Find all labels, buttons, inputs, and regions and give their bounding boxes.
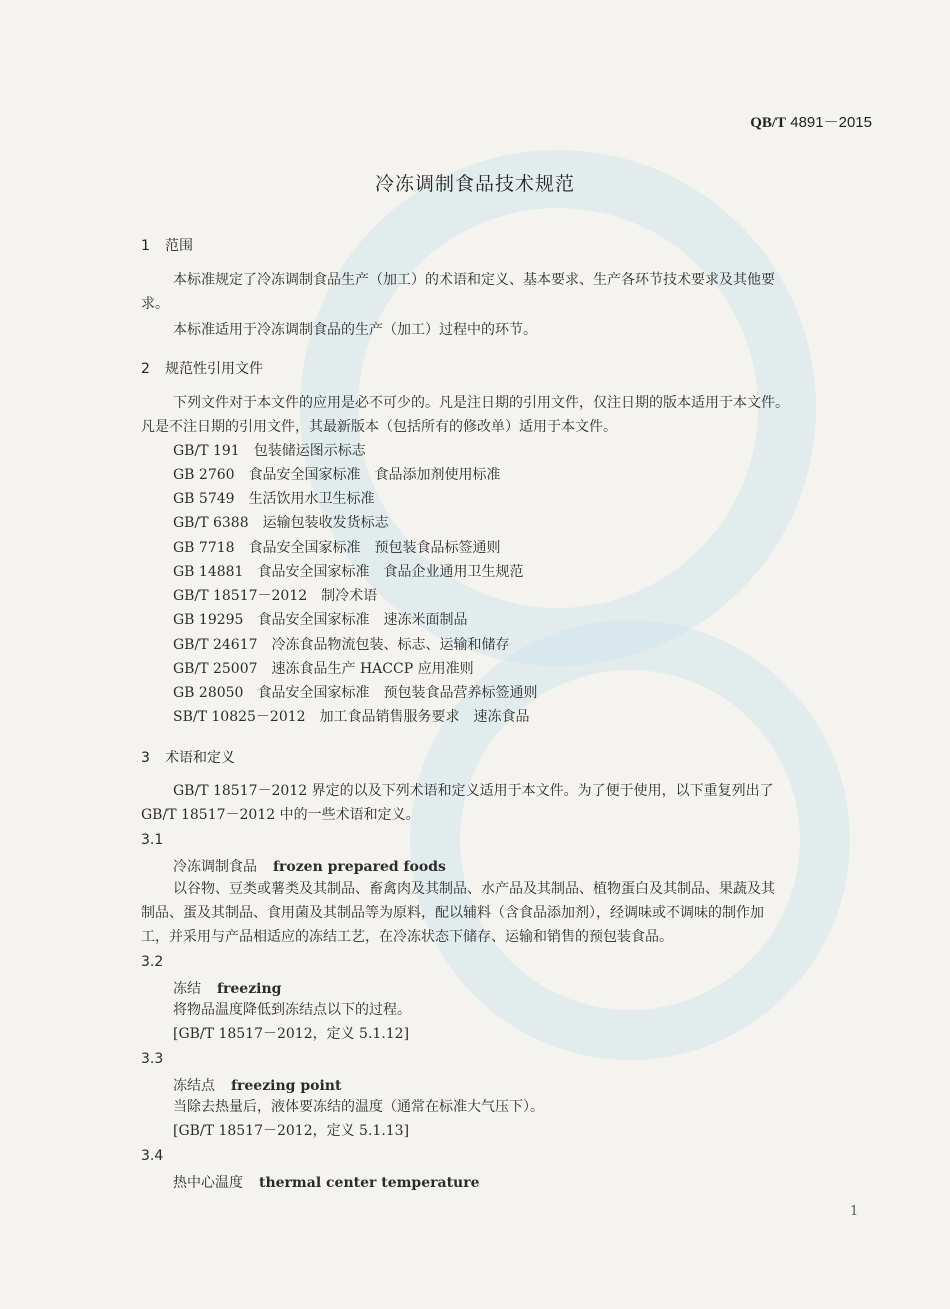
ref-name: 制冷术语 bbox=[321, 588, 378, 604]
term-zh: 冻结 bbox=[173, 981, 201, 997]
scope-paragraph-2 bbox=[141, 318, 876, 342]
section-number: 3 bbox=[141, 750, 150, 766]
standard-code-prefix: QB/T bbox=[750, 115, 787, 131]
term-source: [GB/T 18517－2012，定义 5.1.13] bbox=[173, 1123, 410, 1139]
text-line: 制品、蛋及其制品、食用菌及其制品等为原料，配以辅料（含食品添加剂），经调味或不调味的制作加 bbox=[141, 905, 764, 921]
ref-item bbox=[173, 706, 530, 728]
document-title: 冷冻调制食品技术规范 bbox=[374, 173, 575, 195]
ref-name: 加工食品销售服务要求 速冻食品 bbox=[319, 709, 530, 725]
section-3-heading bbox=[141, 747, 235, 767]
term-definition bbox=[141, 877, 876, 949]
term-number: 3.2 bbox=[141, 954, 164, 970]
section-1-heading bbox=[141, 235, 193, 255]
ref-name: 冷冻食品物流包装、标志、运输和储存 bbox=[271, 637, 510, 653]
term-zh: 冷冻调制食品 bbox=[173, 859, 257, 875]
term-en: freezing point bbox=[231, 1078, 342, 1094]
term-zh: 热中心温度 bbox=[173, 1175, 243, 1191]
ref-item bbox=[173, 682, 537, 704]
text-line: GB/T 18517－2012 界定的以及下列术语和定义适用于本文件。为了便于使用，以下重复列出了 bbox=[173, 783, 774, 799]
text-line: 工，并采用与产品相适应的冻结工艺，在冷冻状态下储存、运输和销售的预包装食品。 bbox=[141, 929, 673, 945]
section-title: 术语和定义 bbox=[165, 750, 235, 766]
text-line: 以谷物、豆类或薯类及其制品、畜禽肉及其制品、水产品及其制品、植物蛋白及其制品、果蔬及其 bbox=[173, 881, 775, 897]
ref-item bbox=[173, 658, 474, 680]
term-heading bbox=[173, 978, 281, 998]
term-zh: 冻结点 bbox=[173, 1078, 215, 1094]
ref-name: 运输包装收发货标志 bbox=[262, 515, 389, 531]
ref-code: GB 2760 bbox=[173, 467, 235, 483]
term-en: thermal center temperature bbox=[259, 1175, 480, 1191]
ref-name: 食品安全国家标准 食品企业通用卫生规范 bbox=[257, 564, 524, 580]
section-number: 2 bbox=[141, 361, 150, 377]
ref-item bbox=[173, 488, 375, 510]
term-number: 3.4 bbox=[141, 1148, 164, 1164]
ref-name: 食品安全国家标准 速冻米面制品 bbox=[257, 612, 468, 628]
ref-code: GB 14881 bbox=[173, 564, 244, 580]
ref-item bbox=[173, 512, 389, 534]
text-line: GB/T 18517－2012 中的一些术语和定义。 bbox=[141, 807, 420, 823]
ref-item bbox=[173, 440, 366, 462]
term-source: [GB/T 18517－2012，定义 5.1.12] bbox=[173, 1026, 410, 1042]
standard-code bbox=[750, 111, 872, 132]
scope-paragraph-1 bbox=[141, 268, 876, 316]
ref-name: 食品安全国家标准 预包装食品标签通则 bbox=[248, 540, 501, 556]
section-title: 范围 bbox=[165, 238, 193, 254]
ref-item bbox=[173, 634, 510, 656]
text-line: 本标准规定了冷冻调制食品生产（加工）的术语和定义、基本要求、生产各环节技术要求及其他要 bbox=[173, 272, 775, 288]
ref-name: 食品安全国家标准 预包装食品营养标签通则 bbox=[257, 685, 538, 701]
term-heading bbox=[173, 856, 446, 876]
ref-code: GB/T 24617 bbox=[173, 637, 258, 653]
ref-item bbox=[173, 585, 377, 607]
ref-code: GB/T 6388 bbox=[173, 515, 249, 531]
ref-item bbox=[173, 464, 501, 486]
section-number: 1 bbox=[141, 238, 150, 254]
ref-item bbox=[173, 561, 523, 583]
ref-name: 包装储运图示标志 bbox=[253, 443, 366, 459]
text-line: 本标准适用于冷冻调制食品的生产（加工）过程中的环节。 bbox=[173, 322, 537, 338]
ref-code: GB/T 18517－2012 bbox=[173, 588, 308, 604]
term-heading bbox=[173, 1075, 341, 1095]
ref-code: GB 19295 bbox=[173, 612, 244, 628]
ref-code: GB 28050 bbox=[173, 685, 244, 701]
term-number: 3.1 bbox=[141, 832, 164, 848]
ref-code: GB 5749 bbox=[173, 491, 235, 507]
terms-intro-paragraph bbox=[141, 779, 876, 827]
term-en: freezing bbox=[217, 981, 282, 997]
ref-item bbox=[173, 537, 501, 559]
page-number: 1 bbox=[850, 1204, 859, 1219]
ref-code: SB/T 10825－2012 bbox=[173, 709, 306, 725]
term-en: frozen prepared foods bbox=[273, 859, 446, 875]
text-line: 下列文件对于本文件的应用是必不可少的。凡是注日期的引用文件，仅注日期的版本适用于本文件。 bbox=[173, 395, 789, 411]
section-2-heading bbox=[141, 358, 263, 378]
ref-code: GB 7718 bbox=[173, 540, 235, 556]
standard-code-number: 4891－2015 bbox=[790, 114, 872, 131]
ref-item bbox=[173, 609, 467, 631]
ref-name: 食品安全国家标准 食品添加剂使用标准 bbox=[248, 467, 501, 483]
refs-intro-paragraph bbox=[141, 391, 876, 439]
term-definition: 将物品温度降低到冻结点以下的过程。 bbox=[173, 1002, 411, 1018]
ref-name: 速冻食品生产 HACCP 应用准则 bbox=[271, 661, 474, 677]
section-title: 规范性引用文件 bbox=[165, 361, 263, 377]
ref-code: GB/T 191 bbox=[173, 443, 240, 459]
text-line: 求。 bbox=[141, 296, 169, 312]
ref-name: 生活饮用水卫生标准 bbox=[248, 491, 375, 507]
text-line: 凡是不注日期的引用文件，其最新版本（包括所有的修改单）适用于本文件。 bbox=[141, 419, 617, 435]
term-definition: 当除去热量后，液体要冻结的温度（通常在标准大气压下）。 bbox=[173, 1099, 544, 1115]
ref-code: GB/T 25007 bbox=[173, 661, 258, 677]
term-number: 3.3 bbox=[141, 1051, 164, 1067]
term-heading bbox=[173, 1172, 480, 1192]
